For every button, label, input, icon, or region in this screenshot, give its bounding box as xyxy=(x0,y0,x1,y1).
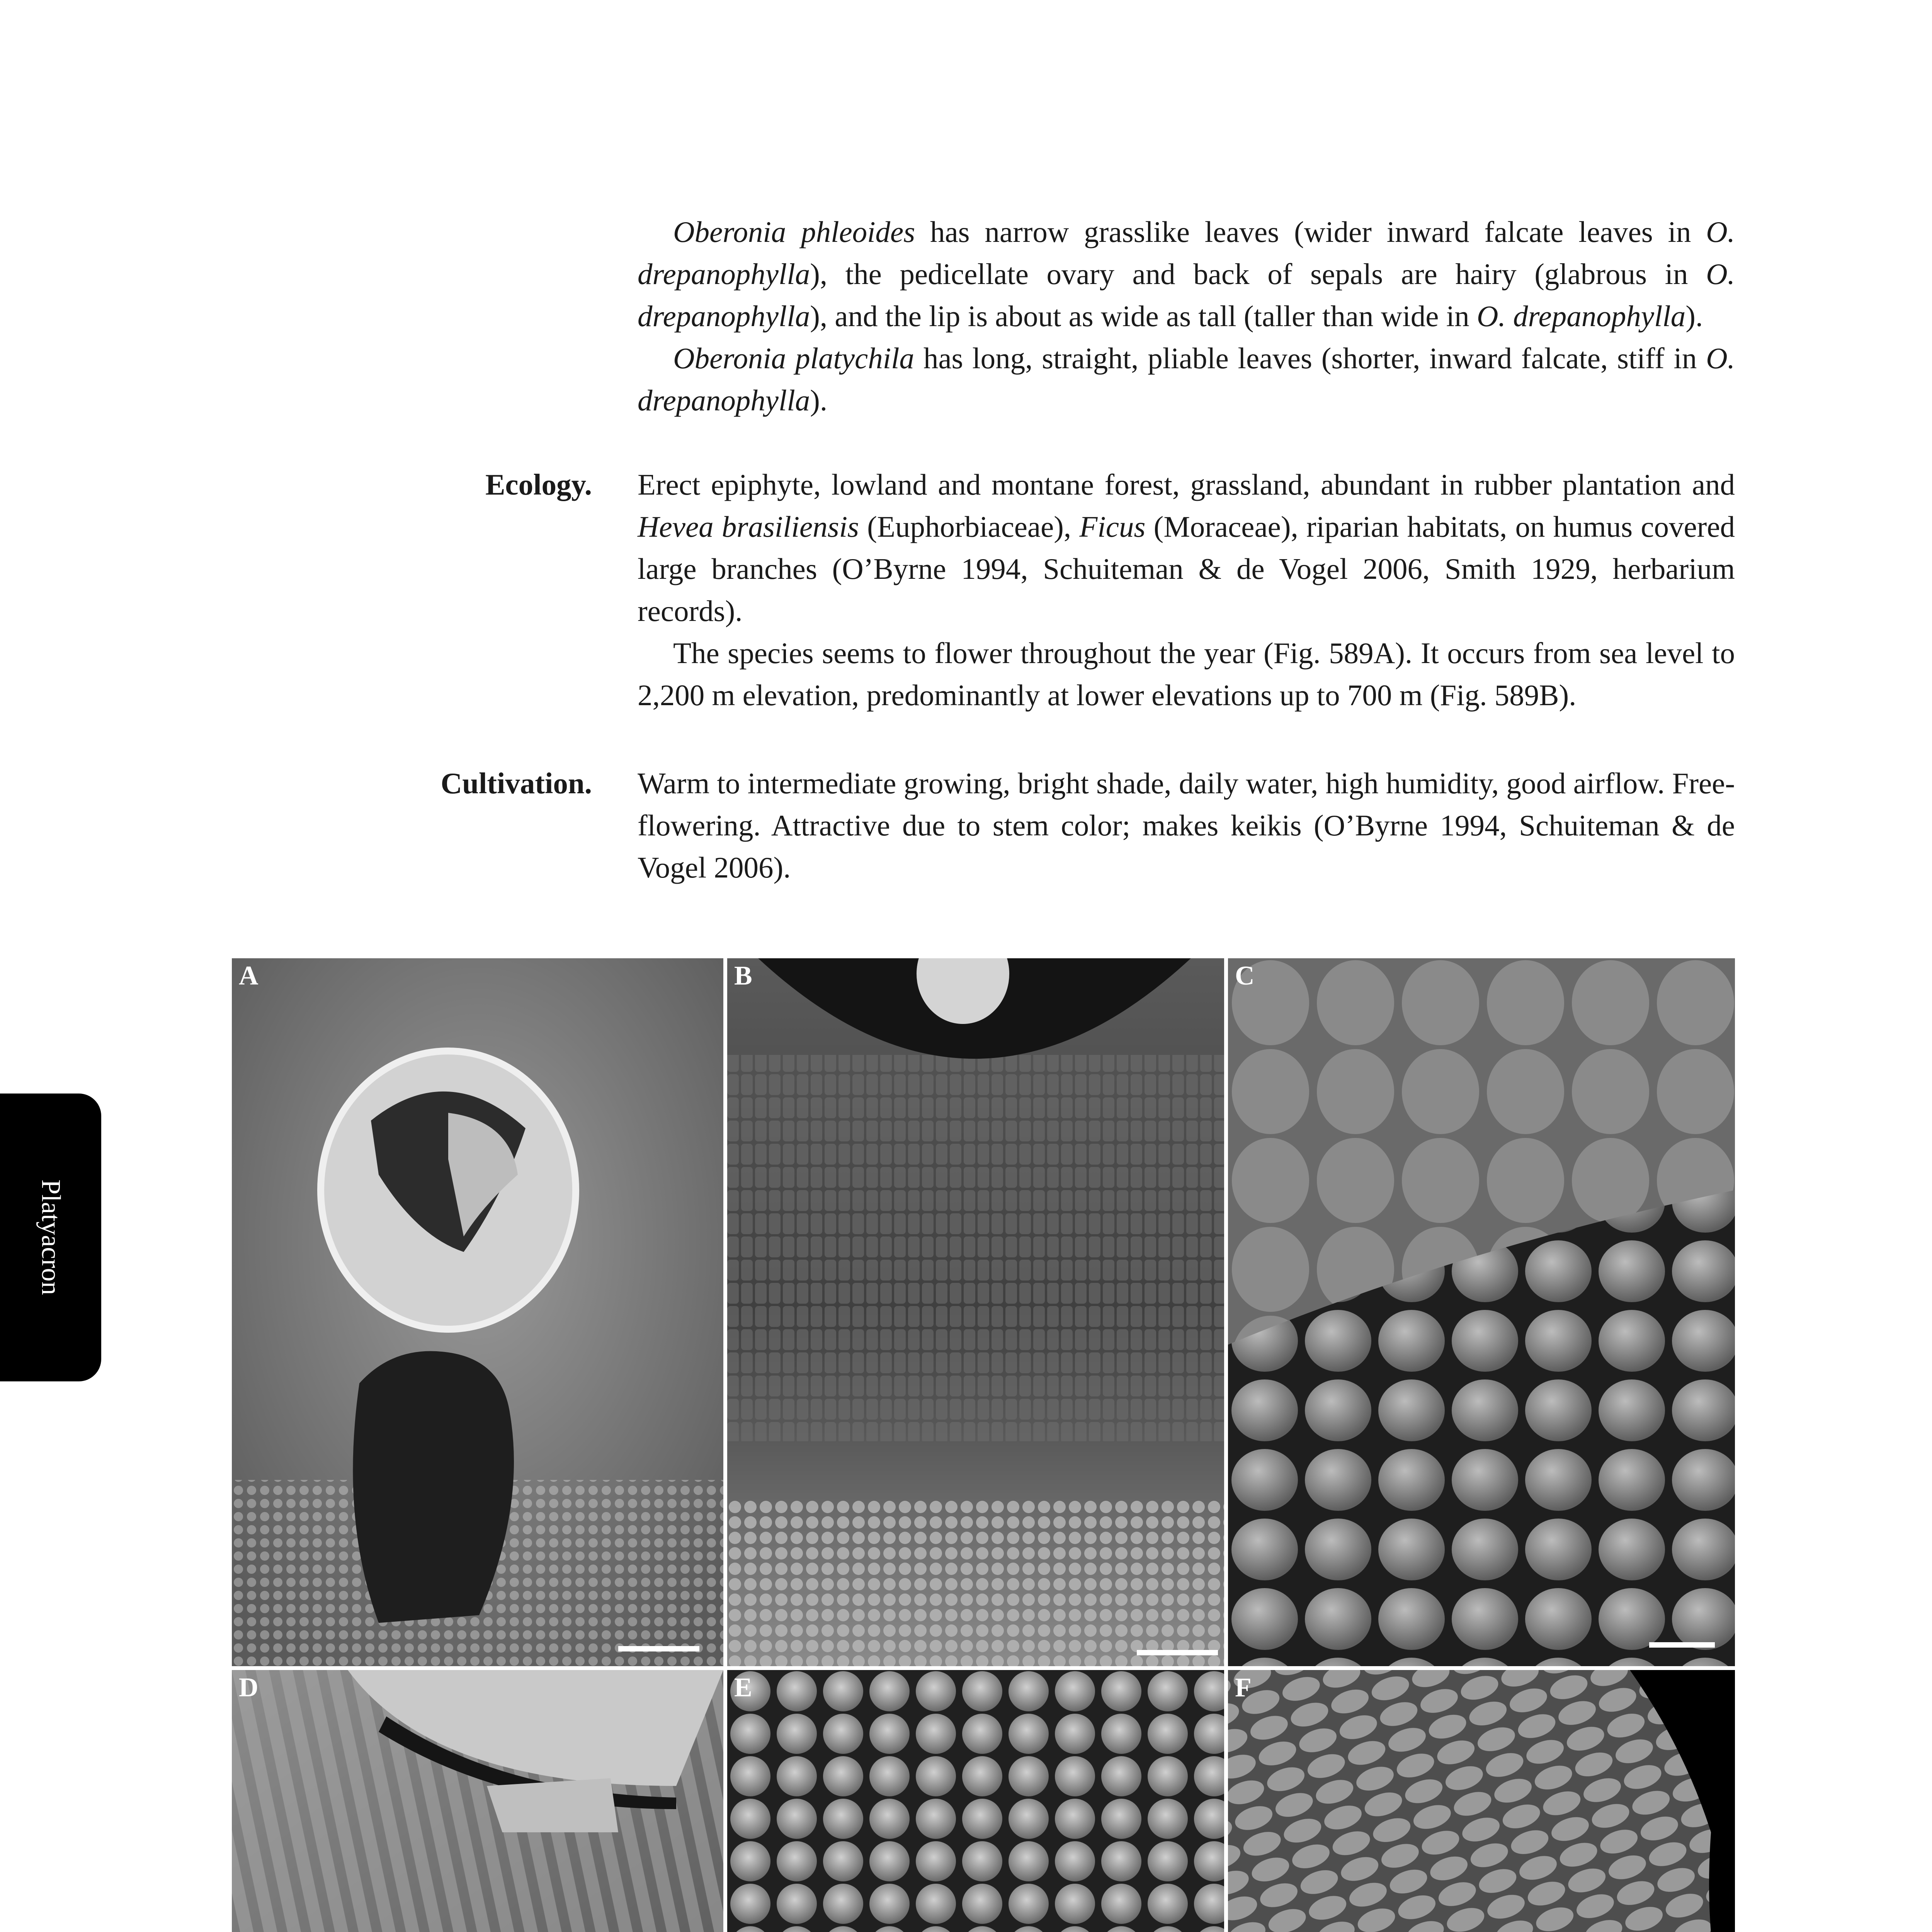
sem-panel-d xyxy=(232,1670,723,1932)
text-run: has narrow grasslike leaves (wider inward falcate leaves in xyxy=(915,215,1706,248)
panel-letter-e: E xyxy=(734,1673,752,1702)
text-run: Ficus xyxy=(1079,510,1146,543)
sem-panel-c xyxy=(1228,958,1735,1666)
text-run: O. drepanophylla xyxy=(1476,299,1686,333)
cultivation-text xyxy=(638,762,1735,889)
text-run: Erect epiphyte, lowland and montane forest, grassland, abundant in rubber plantation and xyxy=(638,468,1735,501)
text-run: (Moraceae), riparian habitats, on humus covered large branches (O’Byrne 1994, Schuiteman & de Vogel 2006, Smith 1929, herbarium records). xyxy=(638,510,1735,628)
paragraph-ecology xyxy=(638,464,1735,632)
sem-image-cell-surfaces xyxy=(1228,958,1735,1666)
sem-image-sac-enlarged xyxy=(232,1670,723,1932)
scale-bar-a xyxy=(618,1646,699,1651)
text-run: O. drepanophylla xyxy=(638,215,1735,291)
text-run: (Euphorbiaceae), xyxy=(859,510,1080,543)
sem-image-rugulate-cells xyxy=(727,1670,1224,1932)
sem-panel-e xyxy=(727,1670,1224,1932)
section-tab-label: Platyacron xyxy=(36,1179,66,1295)
text-run: Oberonia phleoides xyxy=(673,215,915,248)
panel-letter-f: F xyxy=(1235,1673,1252,1702)
text-run: ). xyxy=(810,384,828,417)
text-run: Hevea brasiliensis xyxy=(638,510,859,543)
ecology-label: Ecology. xyxy=(485,468,592,501)
sem-panel-b xyxy=(727,958,1224,1666)
text-run: Warm to intermediate growing, bright shade, daily water, high humidity, good airflow. Free-flowering. Attractive due to stem color; makes keikis (O’Byrne 1994, Schuiteman & de Vogel 2006). xyxy=(638,767,1735,884)
sem-panel-f xyxy=(1228,1670,1735,1932)
text-run: ), the pedicellate ovary and back of sepals are hairy (glabrous in xyxy=(810,257,1706,291)
text-run: O. drepanophylla xyxy=(638,342,1735,417)
panel-letter-d: D xyxy=(239,1673,259,1702)
text-run: The species seems to flower throughout the year (Fig. 589A). It occurs from sea level to 2,200 m elevation, predominantly at lower elevations up to 700 m (Fig. 589B). xyxy=(638,636,1735,712)
panel-letter-a: A xyxy=(239,961,259,991)
paragraph-phenology xyxy=(638,632,1735,716)
sem-image-column-disc-sac xyxy=(232,958,723,1666)
text-run: has long, straight, pliable leaves (shorter, inward falcate, stiff in xyxy=(914,342,1706,375)
text-run: O. drepanophylla xyxy=(638,257,1735,333)
text-run: ). xyxy=(1685,299,1703,333)
cultivation-label: Cultivation. xyxy=(440,767,592,800)
panel-letter-c: C xyxy=(1235,961,1255,991)
paragraph-platychila xyxy=(638,337,1735,422)
sem-image-epichile-margin xyxy=(1228,1670,1735,1932)
panel-letter-b: B xyxy=(734,961,752,991)
text-run: ), and the lip is about as wide as tall (taller than wide in xyxy=(810,299,1477,333)
sem-image-disc-sac-mesochile xyxy=(727,958,1224,1666)
scale-bar-c xyxy=(1649,1642,1715,1648)
comparison-text xyxy=(638,211,1735,422)
paragraph-cultivation xyxy=(638,762,1735,889)
paragraph-phleoides xyxy=(638,211,1735,337)
section-tab xyxy=(0,1094,101,1381)
sem-panel-a xyxy=(232,958,723,1666)
scale-bar-b xyxy=(1137,1650,1218,1655)
ecology-text xyxy=(638,464,1735,716)
text-run: Oberonia platychila xyxy=(673,342,915,375)
